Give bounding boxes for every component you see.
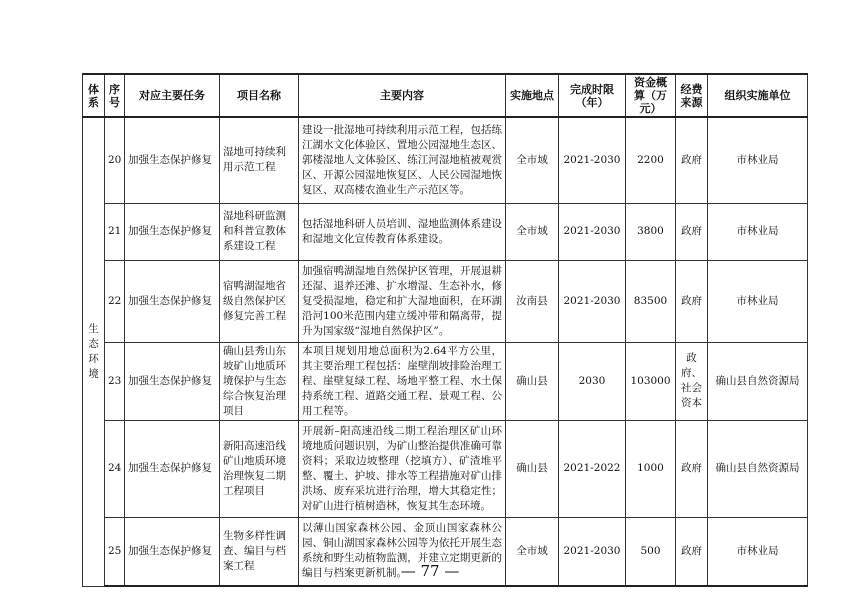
header-project-name: 项目名称	[220, 74, 299, 117]
row-project-name: 生物多样性调查、编目与档案工程	[220, 517, 299, 586]
row-source: 政府、社会资本	[676, 342, 708, 420]
row-project-name: 新阳高速沿线矿山地质环境治理恢复二期工程项目	[220, 420, 299, 517]
header-budget: 资金概算（万元）	[626, 74, 676, 117]
header-category: 体系	[83, 74, 105, 117]
row-content: 加强宿鸭湖湿地自然保护区管理，开展退耕还湿、退养还滩、扩水增湿、生态补水，修复受损湿地，稳定和扩大湿地面积，在环湖沿河100米范围内建立缓冲带和隔离带，提升为国家级“湿地自然保护区”。	[299, 260, 506, 342]
row-unit: 市林业局	[708, 260, 808, 342]
row-task: 加强生态保护修复	[125, 260, 220, 342]
row-unit: 市林业局	[708, 517, 808, 586]
category-cell: 生态环境	[83, 117, 105, 586]
table-row	[83, 342, 808, 420]
row-content: 本项目规划用地总面积为2.64平方公里，其主要治理工程包括：崖壁削坡排险治理工程、崖壁复绿工程、场地平整工程、水土保持系统工程、道路交通工程、景观工程、公用工程等。	[299, 342, 506, 420]
row-source: 政府	[676, 203, 708, 260]
row-location: 汝南县	[506, 260, 559, 342]
row-source: 政府	[676, 117, 708, 203]
row-number: 22	[105, 260, 125, 342]
row-source: 政府	[676, 260, 708, 342]
header-number: 序号	[105, 74, 125, 117]
row-task: 加强生态保护修复	[125, 117, 220, 203]
table-header-row	[83, 74, 808, 117]
row-number: 25	[105, 517, 125, 586]
row-project-name: 湿地可持续利用示范工程	[220, 117, 299, 203]
row-budget: 103000	[626, 342, 676, 420]
row-period: 2021-2030	[559, 203, 626, 260]
row-budget: 2200	[626, 117, 676, 203]
header-task: 对应主要任务	[125, 74, 220, 117]
row-location: 全市域	[506, 203, 559, 260]
row-unit: 确山县自然资源局	[708, 342, 808, 420]
row-period: 2021-2030	[559, 117, 626, 203]
row-project-name: 确山县秀山东坡矿山地质环境保护与生态综合恢复治理项目	[220, 342, 299, 420]
project-table	[82, 73, 808, 587]
row-budget: 3800	[626, 203, 676, 260]
table-row	[83, 420, 808, 517]
row-location: 确山县	[506, 420, 559, 517]
header-content: 主要内容	[299, 74, 506, 117]
row-source: 政府	[676, 420, 708, 517]
page-number: — 77 —	[400, 562, 460, 580]
row-content: 建设一批湿地可持续利用示范工程，包括练江湖水文化体验区、置地公园湿地生态区、郭楼湿地人文体验区、练江河湿地植被观赏区、开源公园湿地恢复区、人民公园湿地恢复区、双高楼农渔业生产示范区等。	[299, 117, 506, 203]
header-period: 完成时限（年）	[559, 74, 626, 117]
row-task: 加强生态保护修复	[125, 203, 220, 260]
table-row	[83, 203, 808, 260]
row-location: 全市域	[506, 517, 559, 586]
row-budget: 83500	[626, 260, 676, 342]
header-source: 经费来源	[676, 74, 708, 117]
row-budget: 1000	[626, 420, 676, 517]
row-project-name: 宿鸭湖湿地省级自然保护区修复完善工程	[220, 260, 299, 342]
row-content: 开展新–阳高速沿线二期工程治理区矿山环境地质问题识别，为矿山整治提供准确可靠资料；采取边坡整理（挖填方）、矿渣堆平整、覆土、护坡、排水等工程措施对矿山排洪场、废弃采坑进行治理，增大其稳定性；对矿山进行植树造林，恢复其生态环境。	[299, 420, 506, 517]
row-unit: 确山县自然资源局	[708, 420, 808, 517]
row-period: 2030	[559, 342, 626, 420]
row-task: 加强生态保护修复	[125, 342, 220, 420]
row-location: 全市域	[506, 117, 559, 203]
row-unit: 市林业局	[708, 203, 808, 260]
row-source: 政府	[676, 517, 708, 586]
row-task: 加强生态保护修复	[125, 517, 220, 586]
row-content: 以薄山国家森林公园、金顶山国家森林公园、铜山湖国家森林公园等为依托开展生态系统和野生动植物监测，并建立定期更新的编目与档案更新机制。	[299, 517, 506, 586]
row-period: 2021-2030	[559, 260, 626, 342]
row-period: 2021-2022	[559, 420, 626, 517]
row-task: 加强生态保护修复	[125, 420, 220, 517]
table-row	[83, 117, 808, 203]
row-budget: 500	[626, 517, 676, 586]
row-location: 确山县	[506, 342, 559, 420]
row-period: 2021-2030	[559, 517, 626, 586]
row-project-name: 湿地科研监测和科普宣教体系建设工程	[220, 203, 299, 260]
row-number: 20	[105, 117, 125, 203]
header-location: 实施地点	[506, 74, 559, 117]
row-number: 21	[105, 203, 125, 260]
row-number: 23	[105, 342, 125, 420]
header-unit: 组织实施单位	[708, 74, 808, 117]
row-unit: 市林业局	[708, 117, 808, 203]
row-number: 24	[105, 420, 125, 517]
row-content: 包括湿地科研人员培训、湿地监测体系建设和湿地文化宣传教育体系建设。	[299, 203, 506, 260]
table-row	[83, 260, 808, 342]
